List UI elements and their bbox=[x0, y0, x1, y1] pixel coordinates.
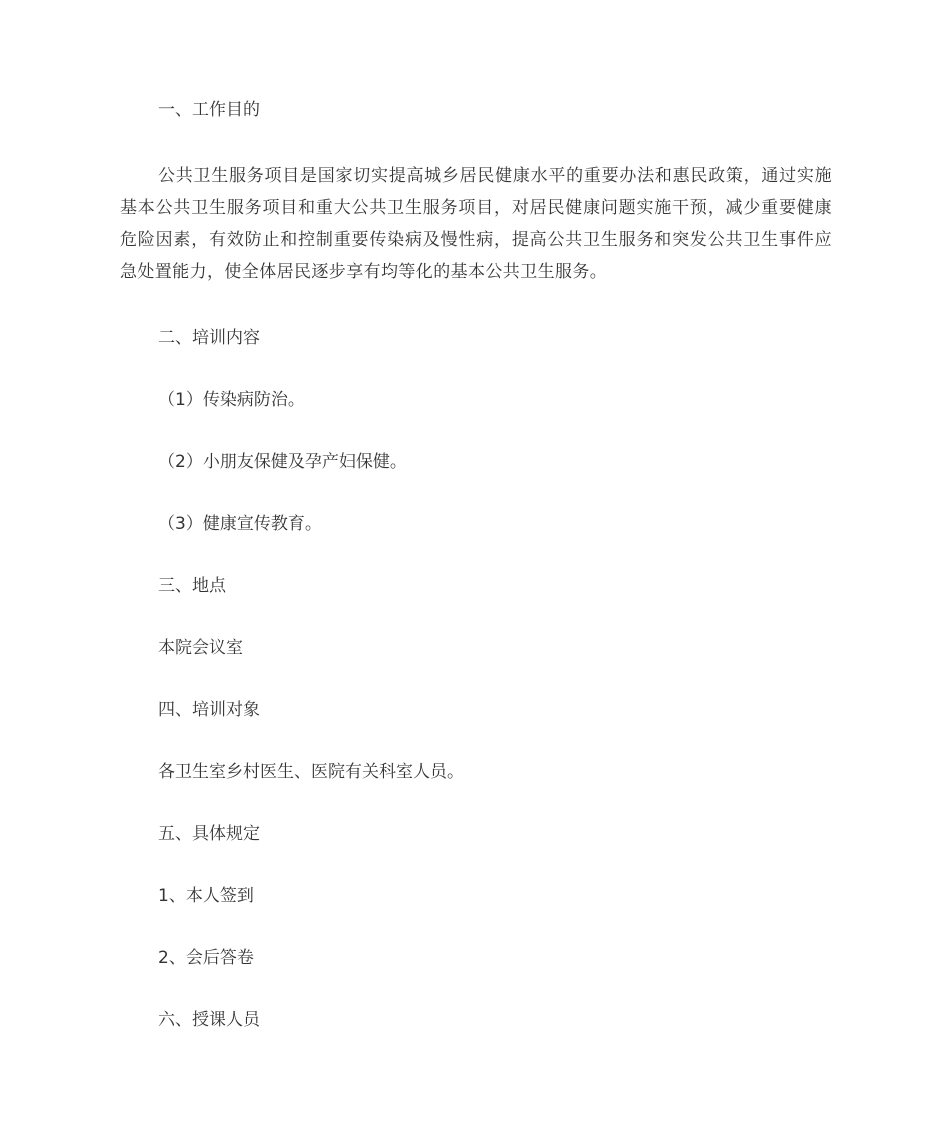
list-item-rule-2: 2、会后答卷 bbox=[158, 948, 254, 968]
section-heading-specific-rules: 五、具体规定 bbox=[158, 824, 260, 844]
text-location: 本院会议室 bbox=[158, 638, 243, 658]
list-item-training-1: （1）传染病防治。 bbox=[158, 390, 305, 410]
section-heading-instructors: 六、授课人员 bbox=[158, 1010, 260, 1030]
document-page bbox=[120, 96, 832, 1034]
section-heading-training-target: 四、培训对象 bbox=[158, 700, 260, 720]
paragraph-work-purpose: 公共卫生服务项目是国家切实提高城乡居民健康水平的重要办法和惠民政策，通过实施基本公共卫生服务项目和重大公共卫生服务项目，对居民健康问题实施干预，减少重要健康危险因素，有效防止和控制重要传染病及慢性病，提高公共卫生服务和突发公共卫生事件应急处置能力，使全体居民逐步享有均等化的基本公共卫生服务。 bbox=[120, 166, 832, 282]
list-item-training-3: （3）健康宣传教育。 bbox=[158, 514, 322, 534]
list-item-rule-1: 1、本人签到 bbox=[158, 886, 254, 906]
section-heading-training-content: 二、培训内容 bbox=[158, 328, 260, 348]
text-training-target: 各卫生室乡村医生、医院有关科室人员。 bbox=[158, 762, 464, 782]
list-item-training-2: （2）小朋友保健及孕产妇保健。 bbox=[158, 452, 407, 472]
section-heading-work-purpose: 一、工作目的 bbox=[158, 100, 260, 120]
section-heading-location: 三、地点 bbox=[158, 576, 226, 596]
